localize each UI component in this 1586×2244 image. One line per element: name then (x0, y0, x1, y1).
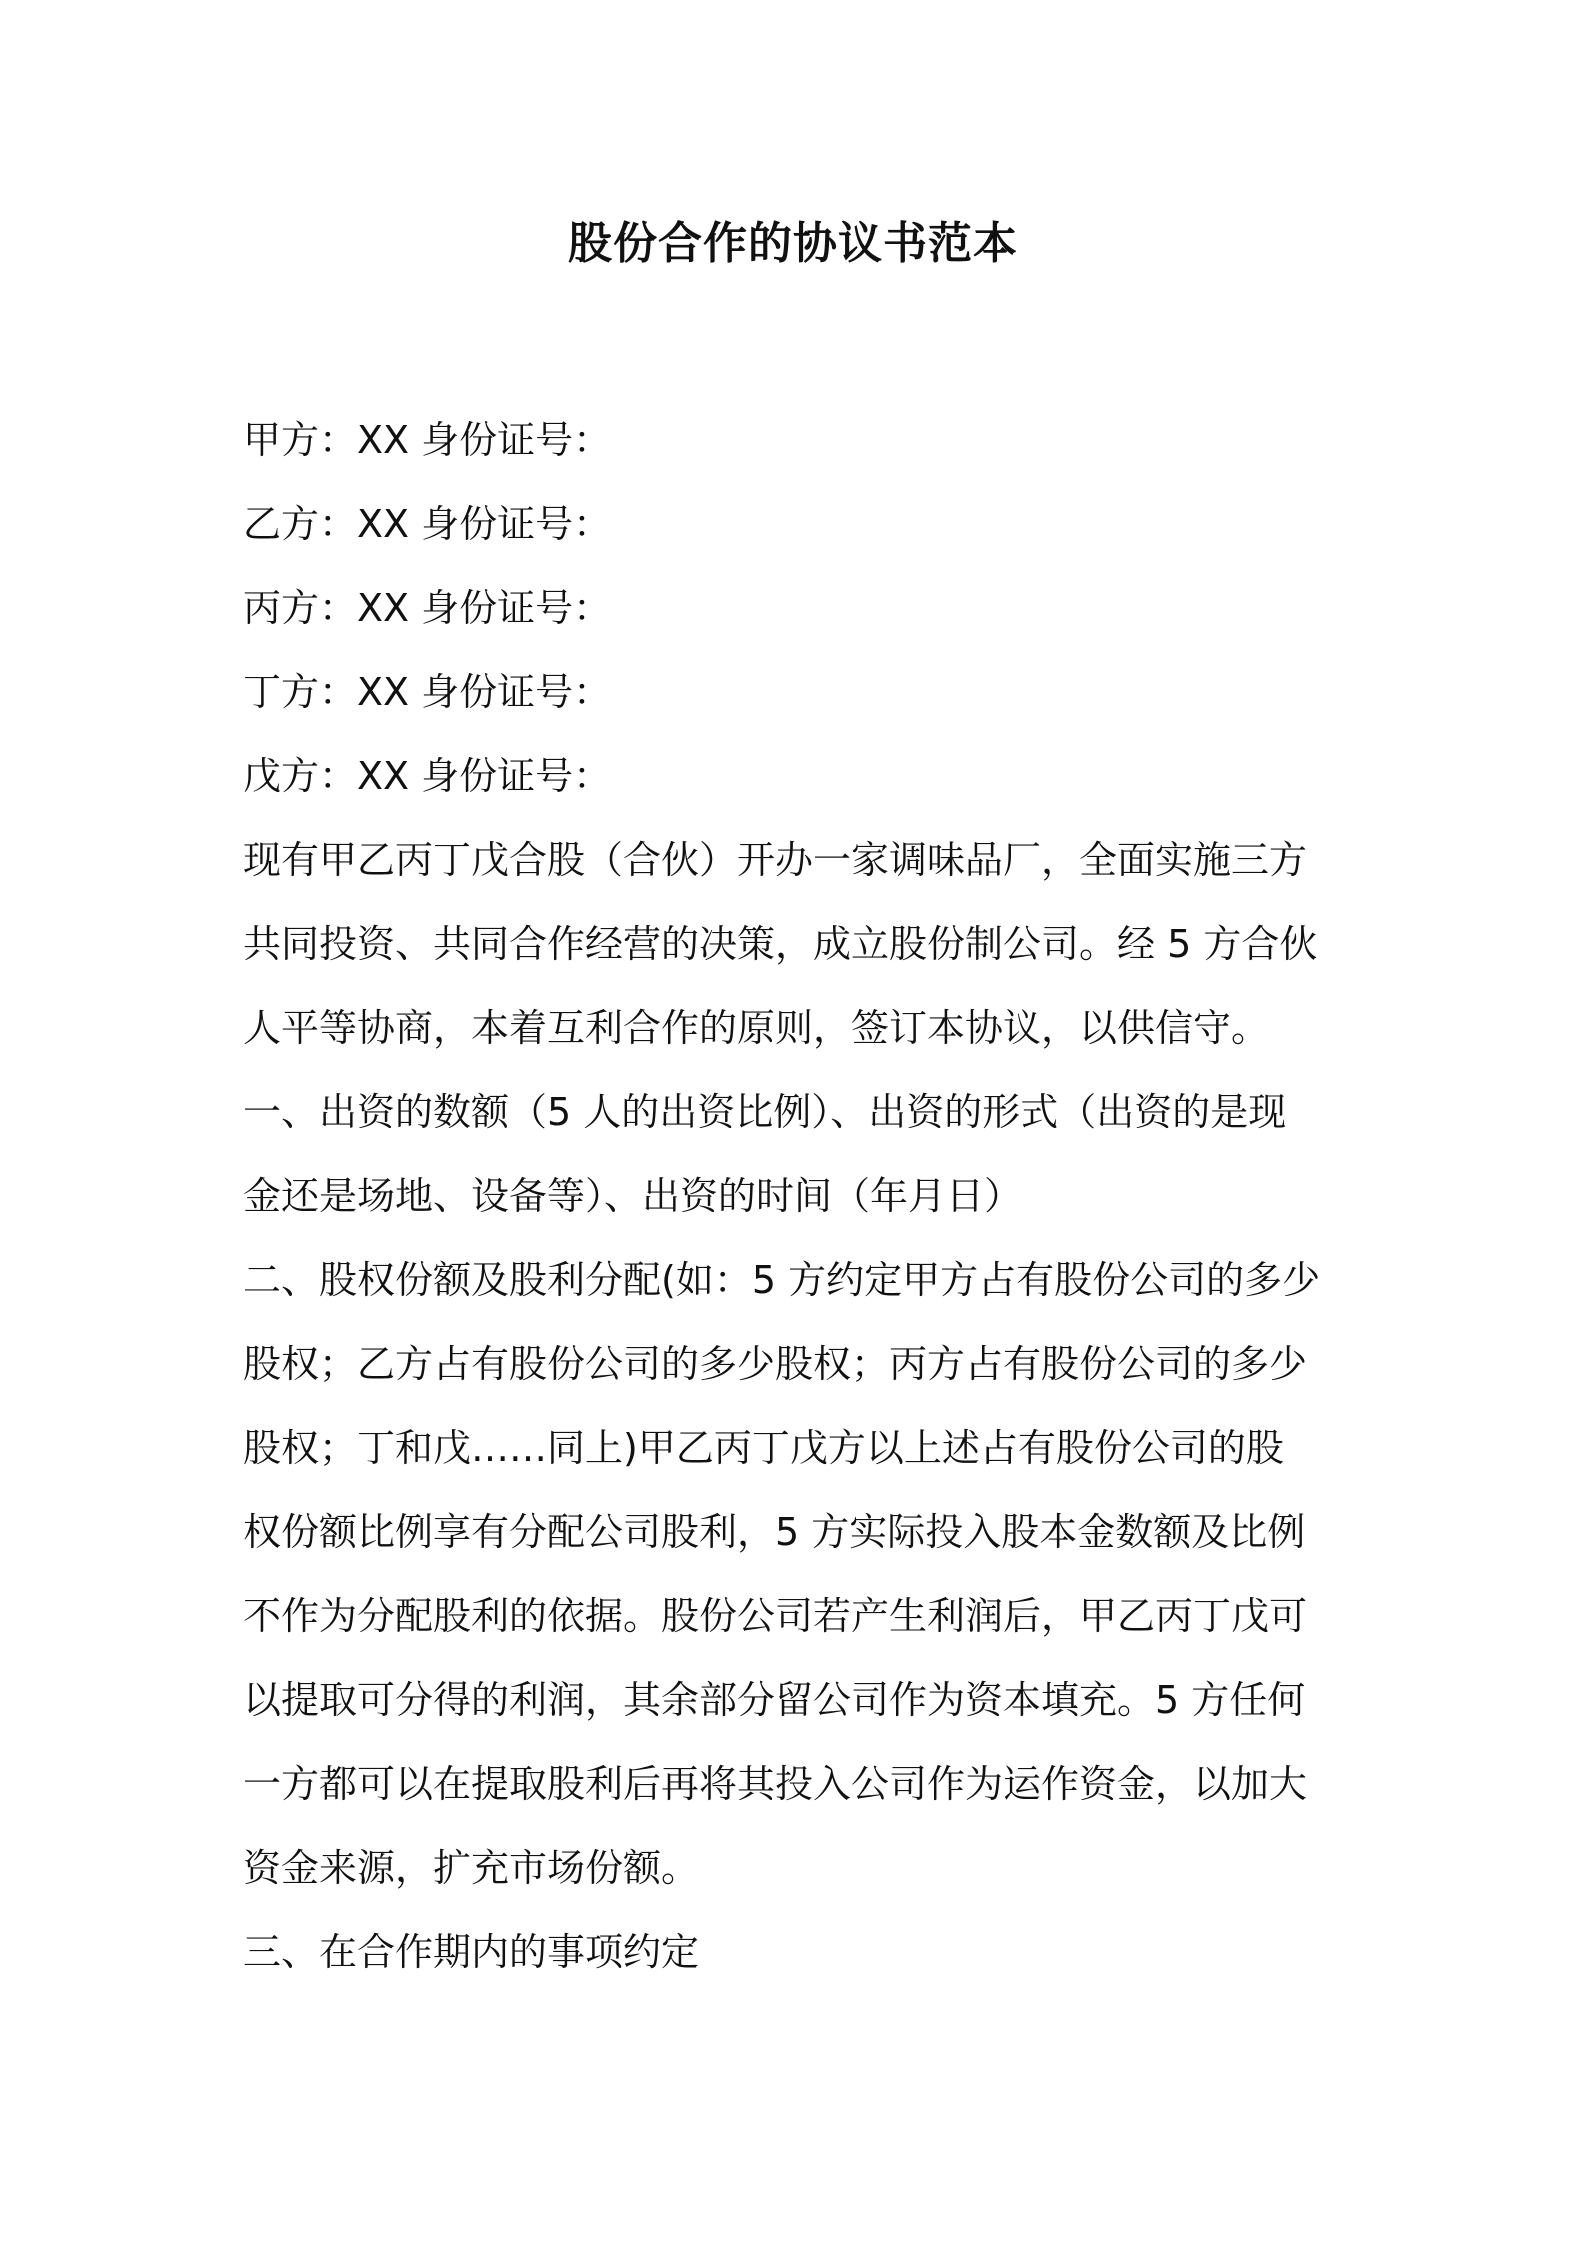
body-text-line: 人平等协商，本着互利合作的原则，签订本协议，以供信守。 (243, 1006, 1270, 1050)
document-body (243, 398, 1358, 1994)
party-line-jia: 甲方：XX 身份证号： (243, 418, 612, 462)
body-text-line: 现有甲乙丙丁戊合股（合伙）开办一家调味品厂，全面实施三方 (243, 838, 1308, 882)
body-text-line: 权份额比例享有分配公司股利，5 方实际投入股本金数额及比例 (243, 1510, 1306, 1554)
party-line-wu: 戊方：XX 身份证号： (243, 754, 612, 798)
body-text-line: 股权；乙方占有股份公司的多少股权；丙方占有股份公司的多少 (243, 1342, 1308, 1386)
document-title: 股份合作的协议书范本 (568, 218, 1018, 269)
body-text-line: 不作为分配股利的依据。股份公司若产生利润后，甲乙丙丁戊可 (243, 1594, 1308, 1638)
section-heading-1: 一、出资的数额（5 人的出资比例）、出资的形式（出资的是现 (243, 1090, 1287, 1134)
section-heading-3: 三、在合作期内的事项约定 (243, 1930, 700, 1974)
section-heading-2: 二、股权份额及股利分配(如：5 方约定甲方占有股份公司的多少 (243, 1258, 1321, 1302)
body-text-line: 共同投资、共同合作经营的决策，成立股份制公司。经 5 方合伙 (243, 922, 1318, 966)
party-line-ding: 丁方：XX 身份证号： (243, 670, 612, 714)
body-text-line: 一方都可以在提取股利后再将其投入公司作为运作资金，以加大 (243, 1762, 1308, 1806)
body-text-line: 以提取可分得的利润，其余部分留公司作为资本填充。5 方任何 (243, 1678, 1306, 1722)
party-line-yi: 乙方：XX 身份证号： (243, 502, 612, 546)
party-line-bing: 丙方：XX 身份证号： (243, 586, 612, 630)
body-text-line: 金还是场地、设备等）、出资的时间（年月日） (243, 1174, 1023, 1218)
body-text-line: 资金来源，扩充市场份额。 (243, 1846, 700, 1890)
body-text-line: 股权；丁和戊……同上)甲乙丙丁戊方以上述占有股份公司的股 (243, 1426, 1284, 1470)
